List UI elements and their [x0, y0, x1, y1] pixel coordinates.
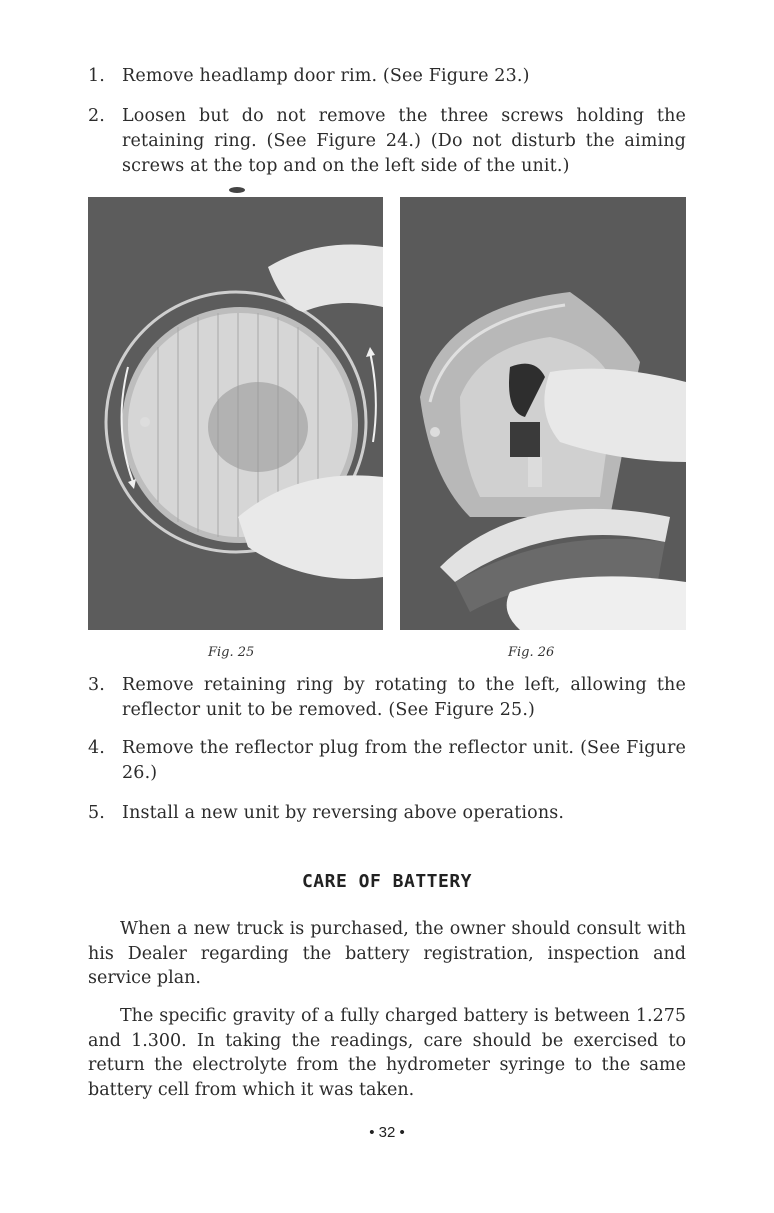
step-2: [88, 104, 686, 179]
step-text: Remove the reflector plug from the reflector unit. (See Figure 26.): [122, 738, 686, 783]
headlamp-rotation-illustration: [88, 197, 383, 630]
step-number: 1.: [88, 66, 105, 86]
step-4: [88, 736, 686, 786]
step-text: Loosen but do not remove the three screws holding the retaining ring. (See Figure 24.) (Do not disturb the aiming screws at the top and on the left side of the unit.): [122, 106, 686, 176]
figure-25-photo: [88, 197, 383, 630]
section-heading: CARE OF BATTERY: [301, 871, 473, 892]
step-text: Remove retaining ring by rotating to the left, allowing the reflector unit to be removed. (See Figure 25.): [122, 675, 686, 720]
reflector-plug-illustration: [400, 197, 686, 630]
paragraph-specific-gravity: The specific gravity of a fully charged battery is between 1.275 and 1.300. In taking the readings, care should be exercised to return the electrolyte from the hydrometer syringe to the same battery cell from which it was taken.: [88, 1006, 686, 1100]
figure-26-photo: [400, 197, 686, 630]
step-number: 3.: [88, 675, 105, 695]
figure-26-caption: Fig. 26: [508, 645, 555, 660]
step-number: 5.: [88, 803, 105, 823]
step-3: [88, 673, 686, 723]
step-text: Remove headlamp door rim. (See Figure 23.): [122, 66, 530, 86]
step-number: 4.: [88, 738, 105, 758]
step-1: [88, 64, 686, 89]
page-number: • 32 •: [369, 1124, 405, 1141]
paragraph-dealer: When a new truck is purchased, the owner should consult with his Dealer regarding the battery registration, inspection and service plan.: [88, 919, 686, 988]
step-number: 2.: [88, 106, 105, 126]
print-mark: [229, 187, 245, 193]
figure-25-caption: Fig. 25: [208, 645, 255, 660]
step-text: Install a new unit by reversing above operations.: [122, 803, 565, 823]
step-5: [88, 801, 686, 826]
